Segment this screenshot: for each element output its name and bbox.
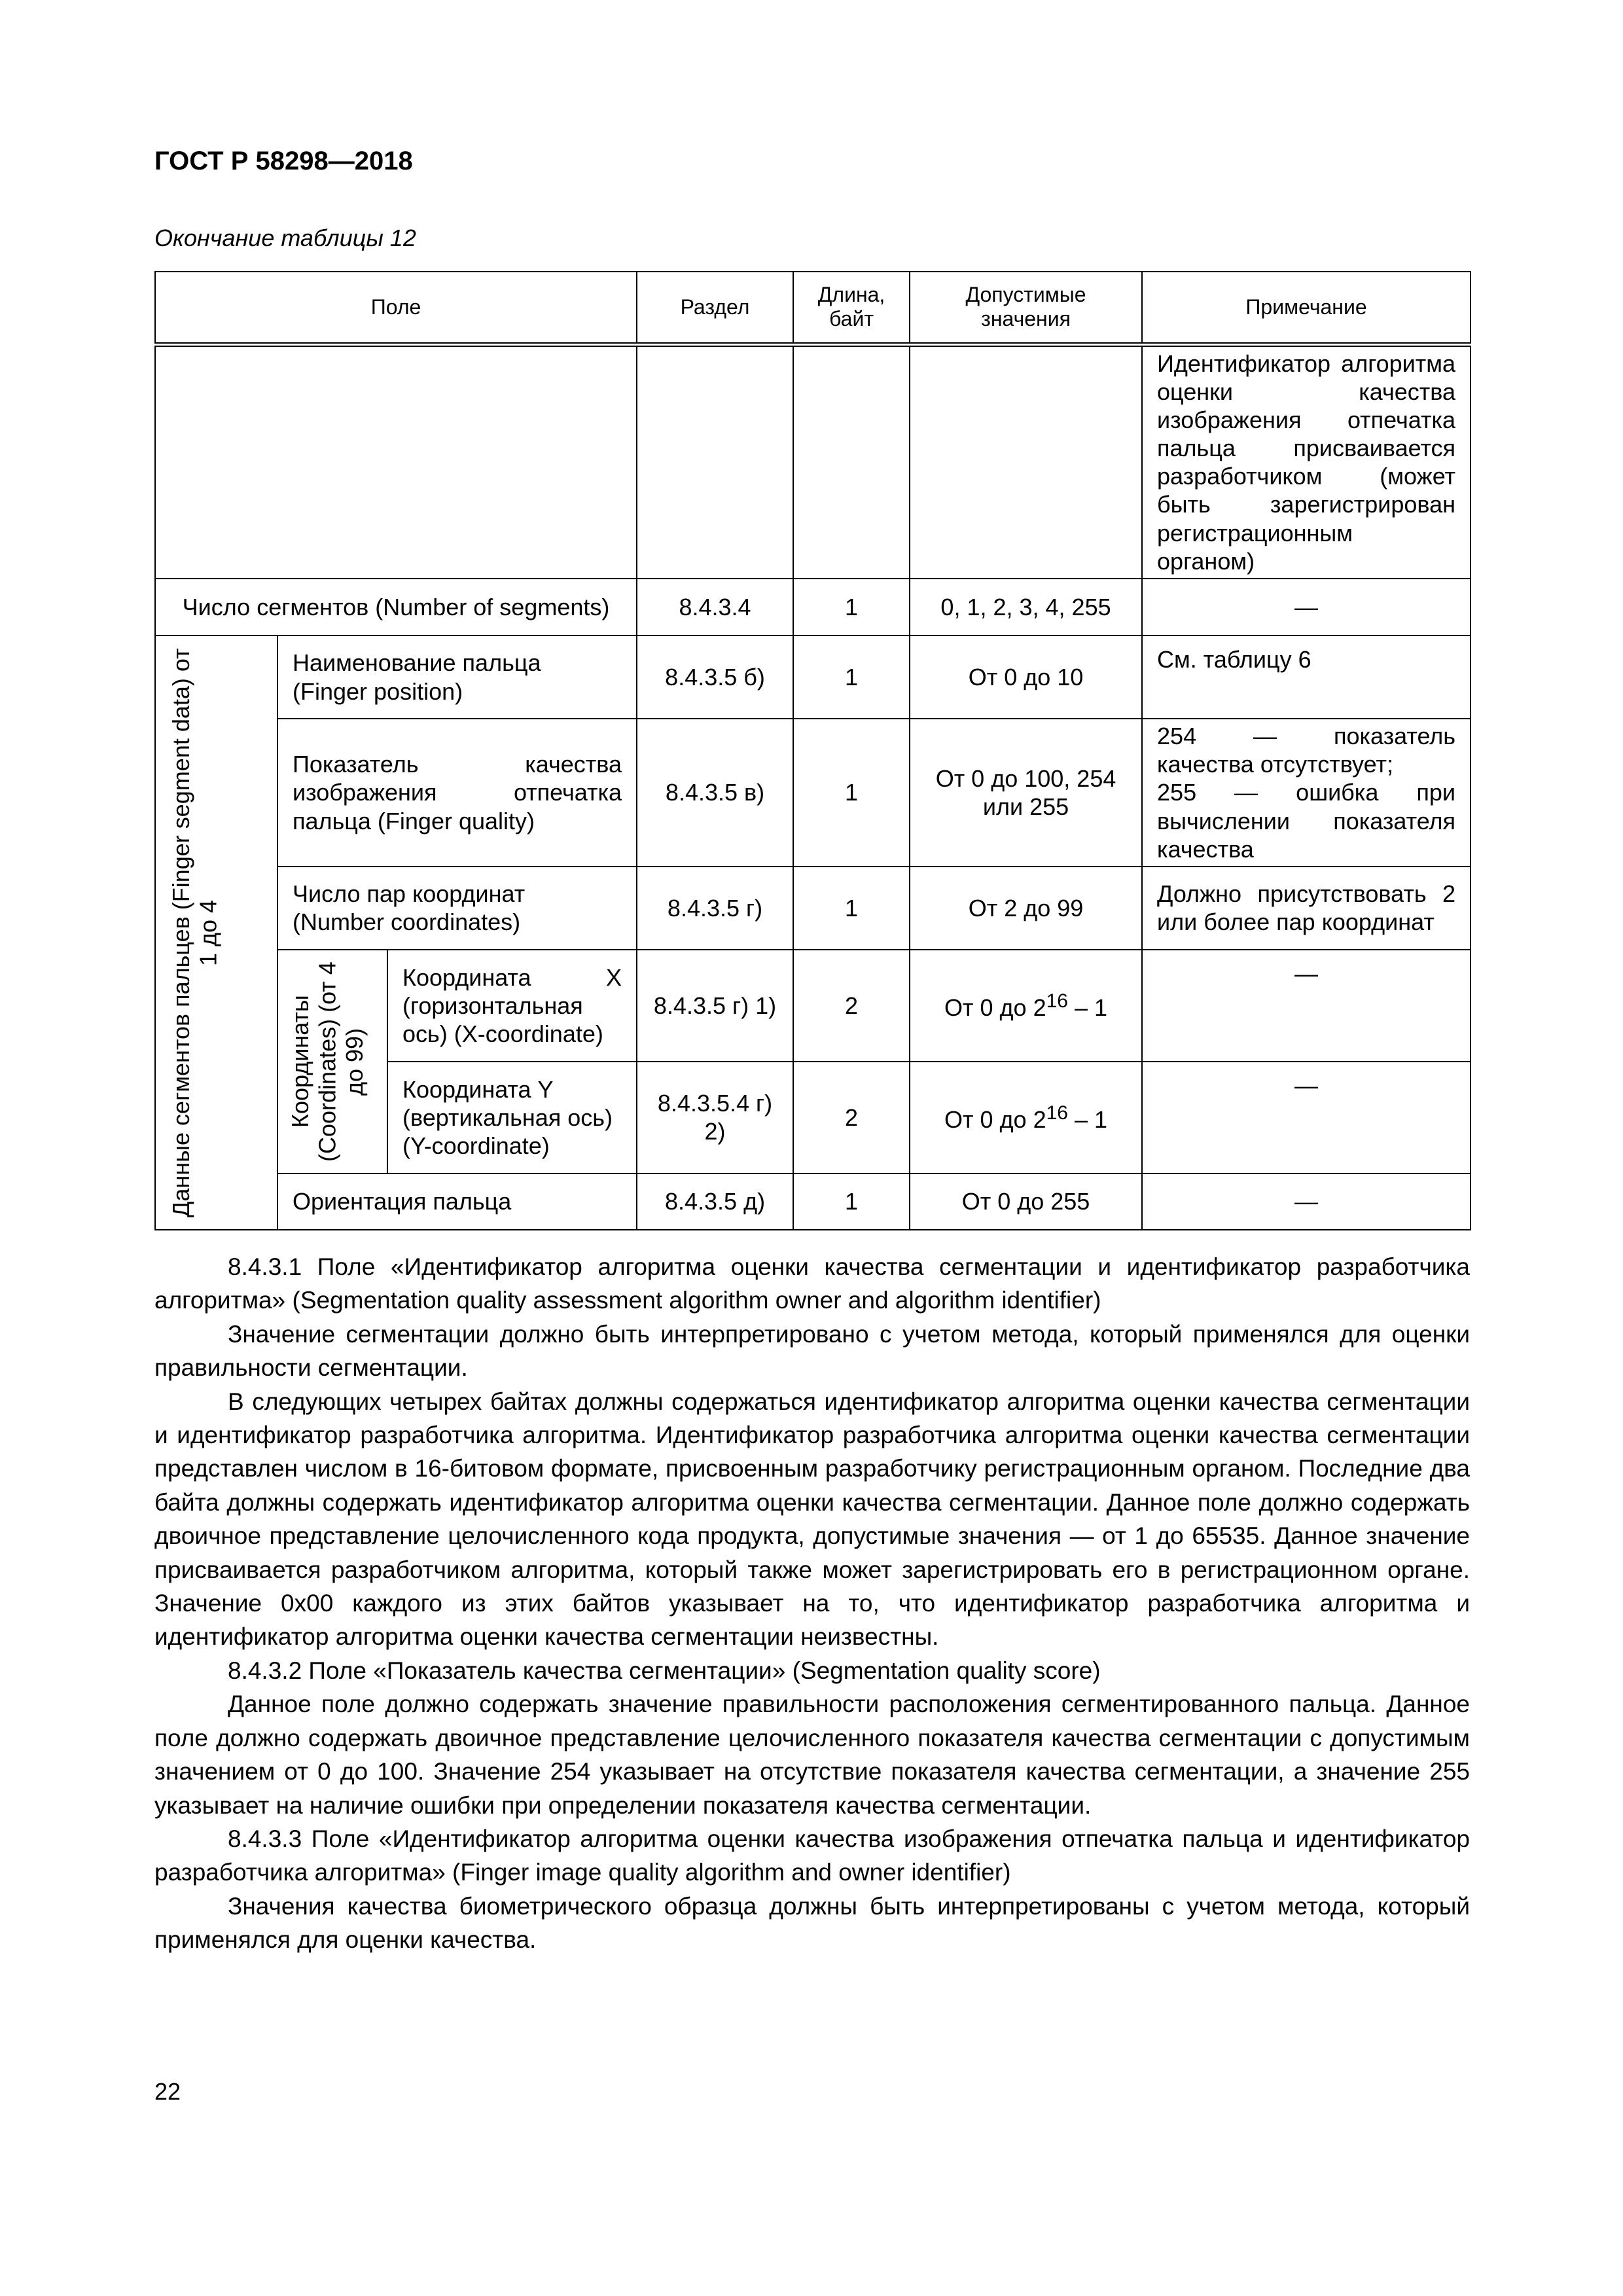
table-row (155, 579, 1471, 636)
section-cell: 8.4.3.5 в) (637, 719, 793, 867)
note-cell: — (1142, 1062, 1471, 1174)
header-field: Поле (155, 272, 637, 344)
section-cell: 8.4.3.5 г) 1) (637, 950, 793, 1062)
length-cell: 1 (793, 636, 910, 719)
field-cell: Число пар координат (Number coordinates) (277, 867, 637, 950)
coords-label-cell (277, 950, 387, 1174)
paragraph: Значения качества биометрического образца должны быть интерпретированы с учетом метода, который применялся для оценки качества. (154, 1892, 1470, 1954)
paragraph: 8.4.3.3 Поле «Идентификатор алгоритма оценки качества изображения отпечатка пальца и идентификатор разработчика алгоритма» (Finger image quality algorithm and owner identifier) (154, 1825, 1470, 1886)
length-cell: 1 (793, 579, 910, 636)
section-cell: 8.4.3.5 д) (637, 1174, 793, 1230)
values-cell: От 0 до $2^{16} - 1$ (910, 1062, 1142, 1174)
table-row (155, 867, 1471, 950)
values-cell: От 2 до 99 (910, 867, 1142, 950)
header-values: Допустимые значения (910, 272, 1142, 344)
field-cell: Координата X (горизонтальная ось) (X-coordinate) (387, 950, 637, 1062)
paragraph: Данное поле должно содержать значение правильности расположения сегментированного пальца. Данное поле должно содержать двоичное представление целочисленного показателя качества сегментации с допустимым значением от 0 до 100. Значение 254 указывает на отсутствие показателя качества сегментации, а значение 255 указывает на наличие ошибки при определении показателя качества сегментации. (154, 1691, 1470, 1819)
length-cell: 1 (793, 719, 910, 867)
section-cell: 8.4.3.4 (637, 579, 793, 636)
table-row (155, 1174, 1471, 1230)
length-cell: 1 (793, 867, 910, 950)
field-cell: Наименование пальца (Finger position) (277, 636, 637, 719)
table-row (155, 344, 1471, 579)
note-line: 254 — показатель качества отсутствует; (1157, 723, 1456, 778)
note-cell (1142, 719, 1471, 867)
values-cell: От 0 до 255 (910, 1174, 1142, 1230)
paragraph: 8.4.3.2 Поле «Показатель качества сегментации» (Segmentation quality score) (228, 1657, 1101, 1684)
group-label-cell (155, 636, 277, 1230)
body-text (154, 1250, 1470, 1957)
note-cell: — (1142, 950, 1471, 1062)
table-row (155, 950, 1471, 1062)
paragraph: В следующих четырех байтах должны содержаться идентификатор алгоритма оценки качества сегментации и идентификатор разработчика алгоритма. Идентификатор разработчика алгоритма оценки качества сегментации представлен числом в 16-битовом формате, присвоенным разработчику регистрационным органом. Последние два байта должны содержать идентификатор алгоритма оценки качества сегментации. Данное поле должно содержать двоичное представление целочисленного кода продукта, допустимые значения — от 1 до 65535. Данное значение присваивается разработчиком алгоритма, который также может зарегистрировать его в регистрационном органе. Значение 0x00 каждого из этих байтов указывает на то, что идентификатор разработчика алгоритма и идентификатор алгоритма оценки качества сегментации неизвестны. (154, 1388, 1470, 1651)
section-cell: 8.4.3.5.4 г) 2) (637, 1062, 793, 1174)
field-cell: Число сегментов (Number of segments) (155, 579, 637, 636)
paragraph: Значение сегментации должно быть интерпретировано с учетом метода, который применялся для оценки правильности сегментации. (154, 1320, 1470, 1382)
data-table (154, 271, 1471, 1230)
table-caption: Окончание таблицы 12 (154, 224, 416, 251)
group-label: Данные сегментов пальцев (Finger segment data) от 1 до 4 (167, 648, 221, 1217)
length-cell: 1 (793, 1174, 910, 1230)
values-cell: От 0 до 100, 254 или 255 (910, 719, 1142, 867)
values-cell: От 0 до 10 (910, 636, 1142, 719)
note-line: 255 — ошибка при вычислении показателя качества (1157, 779, 1456, 863)
page-number: 22 (154, 2078, 181, 2105)
paragraph: 8.4.3.1 Поле «Идентификатор алгоритма оценки качества сегментации и идентификатор разработчика алгоритма» (Segmentation quality assessment algorithm owner and algorithm identifier) (154, 1253, 1470, 1314)
table-header-row (155, 272, 1471, 344)
header-section: Раздел (637, 272, 793, 344)
field-cell: Координата Y (вертикальная ось) (Y-coordinate) (387, 1062, 637, 1174)
header-length: Длина, байт (793, 272, 910, 344)
length-cell: 2 (793, 1062, 910, 1174)
header-note: Примечание (1142, 272, 1471, 344)
note-cell: Должно присутствовать 2 или более пар координат (1142, 867, 1471, 950)
field-cell: Показатель качества изображения отпечатка пальца (Finger quality) (277, 719, 637, 867)
section-cell: 8.4.3.5 б) (637, 636, 793, 719)
note-cell: — (1142, 579, 1471, 636)
field-cell: Ориентация пальца (277, 1174, 637, 1230)
length-cell: 2 (793, 950, 910, 1062)
values-cell: От 0 до $2^{16} - 1$ (910, 950, 1142, 1062)
table-row (155, 719, 1471, 867)
note-cell: Идентификатор алгоритма оценки качества изображения отпечатка пальца присваивается разработчиком (может быть зарегистрирован регистрационным органом) (1142, 344, 1471, 579)
coords-label: Координаты (Coordinates) (от 4 до 99) (287, 961, 368, 1162)
values-cell: 0, 1, 2, 3, 4, 255 (910, 579, 1142, 636)
section-cell: 8.4.3.5 г) (637, 867, 793, 950)
document-header: ГОСТ Р 58298—2018 (154, 147, 413, 175)
note-cell: См. таблицу 6 (1142, 636, 1471, 719)
table-row (155, 636, 1471, 719)
note-cell: — (1142, 1174, 1471, 1230)
